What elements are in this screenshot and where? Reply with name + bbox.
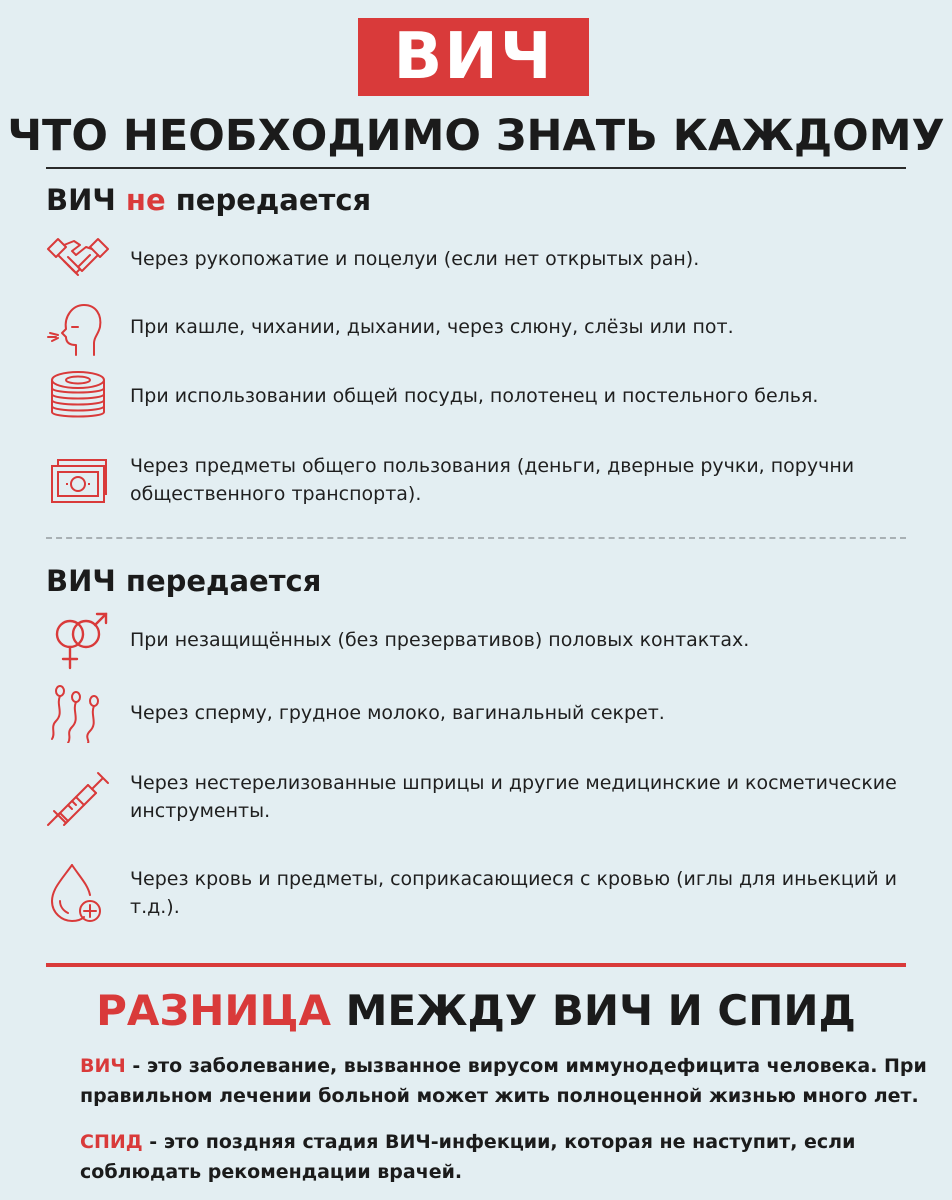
gender-symbols-icon [46,610,110,670]
page-title: ЧТО НЕОБХОДИМО ЗНАТЬ КАЖДОМУ [7,111,945,161]
dishes-icon [46,366,110,426]
item-text: Через кровь и предметы, соприкасающиеся с кровью (иглы для иньекций и т.д.). [130,868,897,918]
list-item [46,366,906,426]
section-heading-transmitted: ВИЧ передается [46,564,322,598]
hiv-definition [80,1051,930,1111]
heading-suffix: передается [175,183,372,217]
item-text: При кашле, чихании, дыхании, через слюну, слёзы или пот. [130,316,734,338]
item-text: Через предметы общего пользования (деньги, дверные ручки, поручни общественного транспорта). [130,455,855,505]
heading-prefix: ВИЧ [46,183,116,217]
item-text: Через сперму, грудное молоко, вагинальный секрет. [130,702,665,724]
list-item [46,229,906,289]
sperm-icon [46,683,110,743]
aids-text: - это поздняя стадия ВИЧ-инфекции, которая не наступит, если соблюдать рекомендации врачей. [80,1131,856,1183]
section-heading-not-transmitted [46,181,371,219]
item-text: Через нестерелизованные шприцы и другие медицинские и косметические инструменты. [130,772,897,822]
list-item [46,683,906,743]
handshake-icon [46,229,110,289]
section-divider [46,537,906,539]
heading-highlight: не [125,183,166,217]
syringe-icon [46,767,110,827]
title-divider [46,167,906,169]
difference-divider [46,963,906,967]
item-text: При использовании общей посуды, полотенец и постельного белья. [130,385,819,407]
aids-definition [80,1127,930,1187]
difference-title-highlight: РАЗНИЦА [96,986,331,1035]
list-item [46,297,906,357]
money-icon [46,450,110,510]
difference-title [0,983,952,1039]
blood-drop-icon [46,863,110,923]
hiv-term: ВИЧ [80,1055,126,1077]
list-item [46,610,906,670]
aids-term: СПИД [80,1131,143,1153]
list-item [46,450,906,510]
item-text: При незащищённых (без презервативов) половых контактах. [130,629,750,651]
list-item [46,767,906,827]
title-badge: ВИЧ [358,18,589,96]
difference-title-rest: МЕЖДУ ВИЧ И СПИД [345,986,856,1035]
cough-icon [46,297,110,357]
list-item [46,863,906,923]
item-text: Через рукопожатие и поцелуи (если нет открытых ран). [130,248,700,270]
hiv-text: - это заболевание, вызванное вирусом иммунодефицита человека. При правильном лечении больной может жить полноценной жизнью много лет. [80,1055,927,1107]
